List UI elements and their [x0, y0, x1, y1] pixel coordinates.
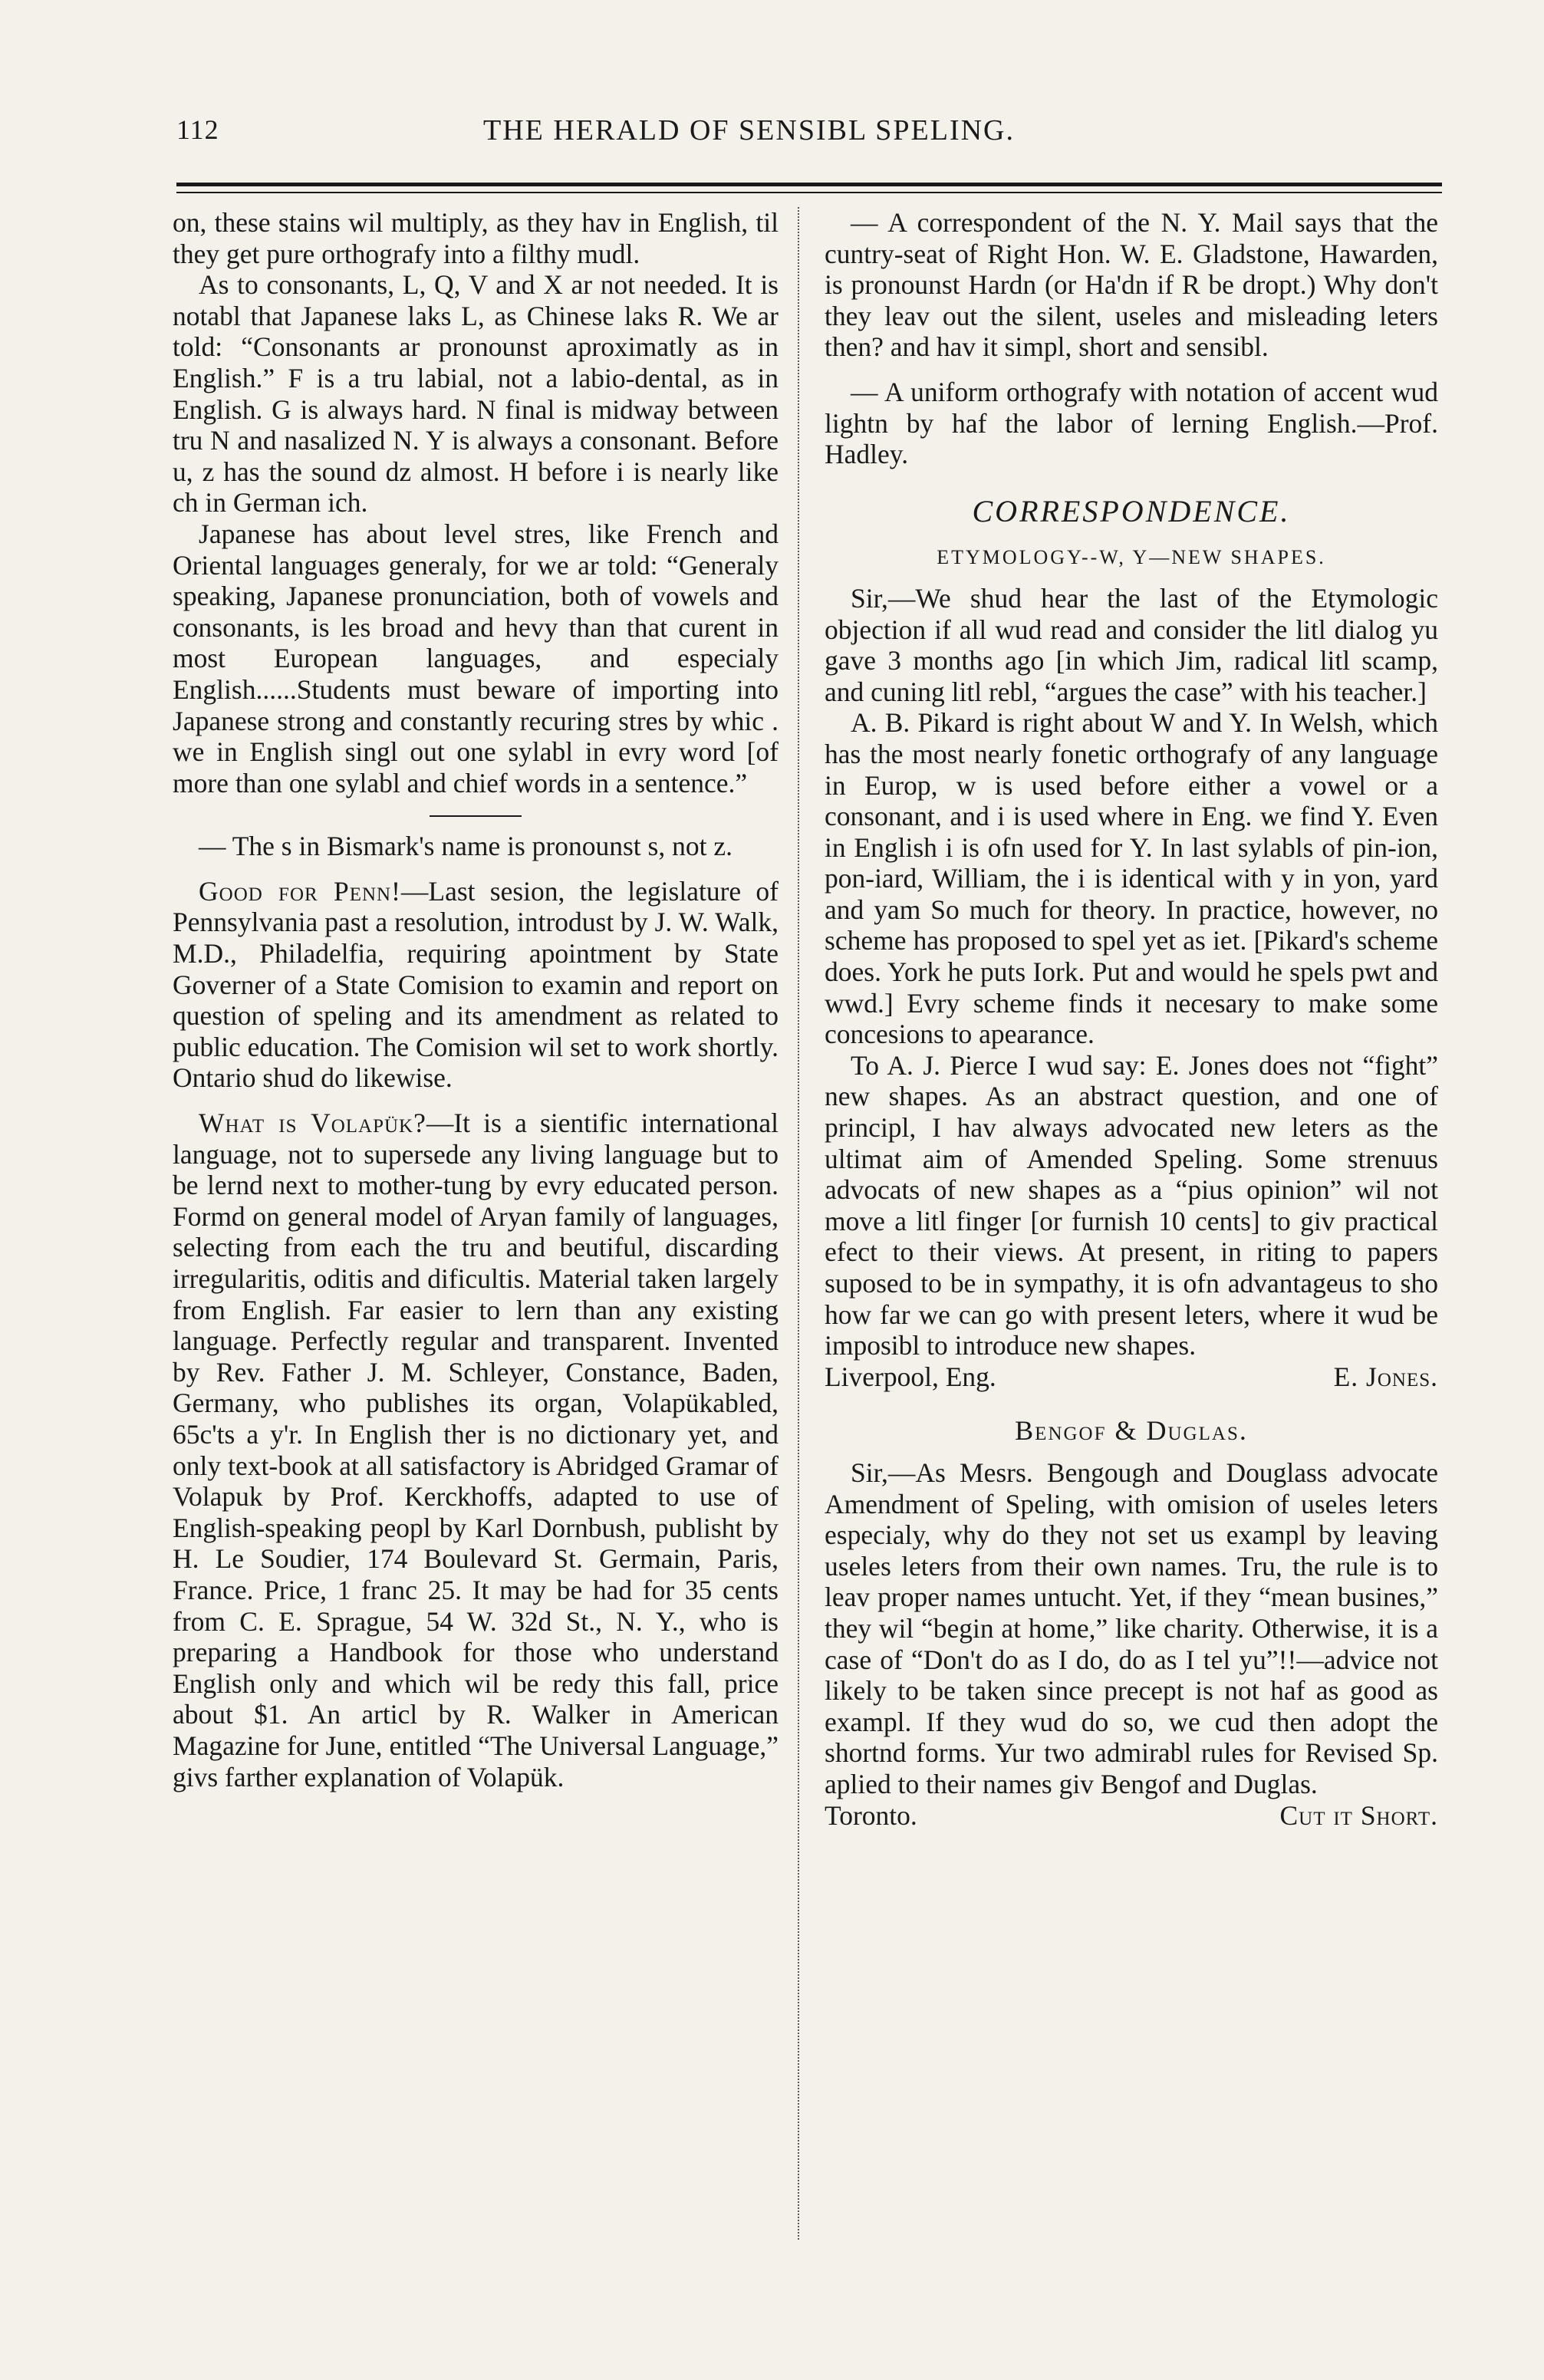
letter-title: Bengof & Duglas.	[1015, 1415, 1248, 1447]
paragraph-pierce: To A. J. Pierce I wud say: E. Jones does not “fight” new shapes. As an abstract question, and one of principl, I hav always advocated new leters as the ultimat aim of Amended Speling. Some strenuus advocats of new shapes as a “pius opinion” wil not move a litl finger [or furnish 10 cents] to giv practical efect to their views. At present, in riting to papers suposed to be in sympathy, it is ofn advantageus to sho how far we can go with present leters, where it wud be imposibl to introduce new shapes.	[825, 1049, 1438, 1361]
signature-place: Toronto.	[825, 1799, 917, 1831]
header-rule-thin	[176, 192, 1442, 193]
paragraph-good-for-penn	[173, 876, 779, 1094]
running-title: THE HERALD OF SENSIBL SPELING.	[483, 114, 1015, 146]
paragraph-pikard: A. B. Pikard is right about W and Y. In Welsh, which has the most nearly fonetic orthografy of any language in Europ, w is used before either a vowel or a consonant, and i is used where in Eng. we find Y. Even in English i is ofn used for Y. In last sylabls of pin-ion, pon-iard, William, the i is identical with y in yon, yard and yam So much for theory. In practice, however, no scheme has proposed to spel yet as iet. [Pikard's scheme does. York he puts Iork. Put and would he spels pwt and wwd.] Evry scheme finds it necesary to make some concesions to apearance.	[825, 707, 1438, 1050]
column-divider	[798, 207, 799, 2240]
paragraph-body: —It is a sientific international language, not to supersede any living language but to be lernd next to mother-tung by evry educated person. Formd on general model of Aryan family of languages, selecting from each the tru and beutiful, discarding irregularitis, oditis and dificultis. Material taken largely from English. Far easier to lern than any existing language. Perfectly regular and transparent. Invented by Rev. Father J. M. Schleyer, Constance, Baden, Germany, who publishes its organ, Volapükabled, 65c'ts a y'r. In English ther is no dictionary yet, and only text-book at all satisfactory is Abridged Gramar of Volapuk by Prof. Kerckhoffs, adapted to use of English-speaking peopl by Karl Dornbush, publisht by H. Le Soudier, 174 Boulevard St. Germain, Paris, France. Price, 1 franc 25. It may be had for 35 cents from C. E. Sprague, 54 W. 32d St., N. Y., who is preparing a Handbook for those who understand English only and which wil be redy this fall, price about $1. An articl by R. Walker in American Magazine for June, entitled “The Universal Language,” givs farther explanation of Volapük.	[173, 1108, 779, 1792]
header-rule-thick	[176, 183, 1442, 186]
paragraph-continuation: on, these stains wil multiply, as they hav in English, til they get pure orthografy into a filthy mudl.	[173, 207, 779, 269]
page-number: 112	[176, 114, 219, 145]
paragraph-japanese-stress: Japanese has about level stres, like French and Oriental languages generaly, for we ar told: “Generaly speaking, Japanese pronunciation, both of vowels and consonants, is les broad and hevy than that curent in most European languages, and especialy English......Students must beware of importing into Japanese strong and constantly recuring stres by whic . we in English singl out one sylabl in evry word [of more than one sylabl and chief words in a sentence.”	[173, 518, 779, 798]
paragraph-bengough: Sir,—As Mesrs. Bengough and Douglass advocate Amendment of Speling, with omision of useles leters especialy, why do they not set us exampl by leaving useles leters from their own names. Tru, the rule is to leav proper names untucht. Yet, if they “mean busines,” they wil “begin at home,” like charity. Otherwise, it is a case of “Don't do as I do, do as I tel yu”!!—advice not likely to be taken since precept is not haf as good as exampl. If they wud do so, we cud then adopt the shortnd forms. Yur two admirabl rules for Revised Sp. aplied to their names giv Bengof and Duglas.	[825, 1457, 1438, 1799]
paragraph-etymology: Sir,—We shud hear the last of the Etymologic objection if all wud read and consider the litl dialog yu gave 3 months ago [in which Jim, radical litl scamp, and cuning litl rebl, “argues the case” with his teacher.]	[825, 582, 1438, 707]
paragraph-body: —Last sesion, the legislature of Pennsylvania past a resolution, introdust by J. W. Walk, M.D., Philadelfia, requiring apointment by State Governer of a State Comision to examin and report on question of speling and its amendment as related to public education. The Comision wil set to work shortly. Ontario shud do likewise.	[173, 875, 779, 1094]
paragraph-bismark: — The s in Bismark's name is pronounst s, not z.	[199, 831, 732, 862]
left-column	[173, 207, 779, 1792]
section-title: CORRESPONDENCE.	[972, 493, 1291, 528]
short-rule	[430, 815, 522, 817]
right-column	[825, 207, 1438, 1831]
paragraph-hadley: — A uniform orthografy with notation of accent wud lightn by haf the labor of lerning English.—Prof. Hadley.	[825, 376, 1438, 470]
paragraph-consonants: As to consonants, L, Q, V and X ar not needed. It is notabl that Japanese laks L, as Chinese laks R. We ar told: “Consonants ar pronounst aproximatly as in English.” F is a tru labial, not a labio-dental, as in English. G is always hard. N final is midway between tru N and nasalized N. Y is always a consonant. Before u, z has the sound dz almost. H before i is nearly like ch in German ich.	[173, 269, 779, 518]
letter-title: ETYMOLOGY--W, Y—NEW SHAPES.	[937, 546, 1326, 569]
paragraph-lead: Good for Penn!	[199, 875, 401, 907]
page-header	[153, 114, 1457, 160]
signature-place: Liverpool, Eng.	[825, 1361, 996, 1392]
paragraph-lead: What is Volapük?	[199, 1108, 426, 1139]
paragraph-gladstone: — A correspondent of the N. Y. Mail says that the cuntry-seat of Right Hon. W. E. Gladstone, Hawarden, is pronounst Hardn (or Ha'dn if R be dropt.) Why don't they leav out the silent, useles and misleading leters then? and hav it simpl, short and sensibl.	[825, 207, 1438, 363]
signature-name: E. Jones.	[1333, 1361, 1438, 1392]
signature-line	[825, 1800, 1438, 1832]
signature-line	[825, 1361, 1438, 1393]
signature-name: Cut it Short.	[1279, 1799, 1438, 1831]
paragraph-volapuk	[173, 1108, 779, 1792]
